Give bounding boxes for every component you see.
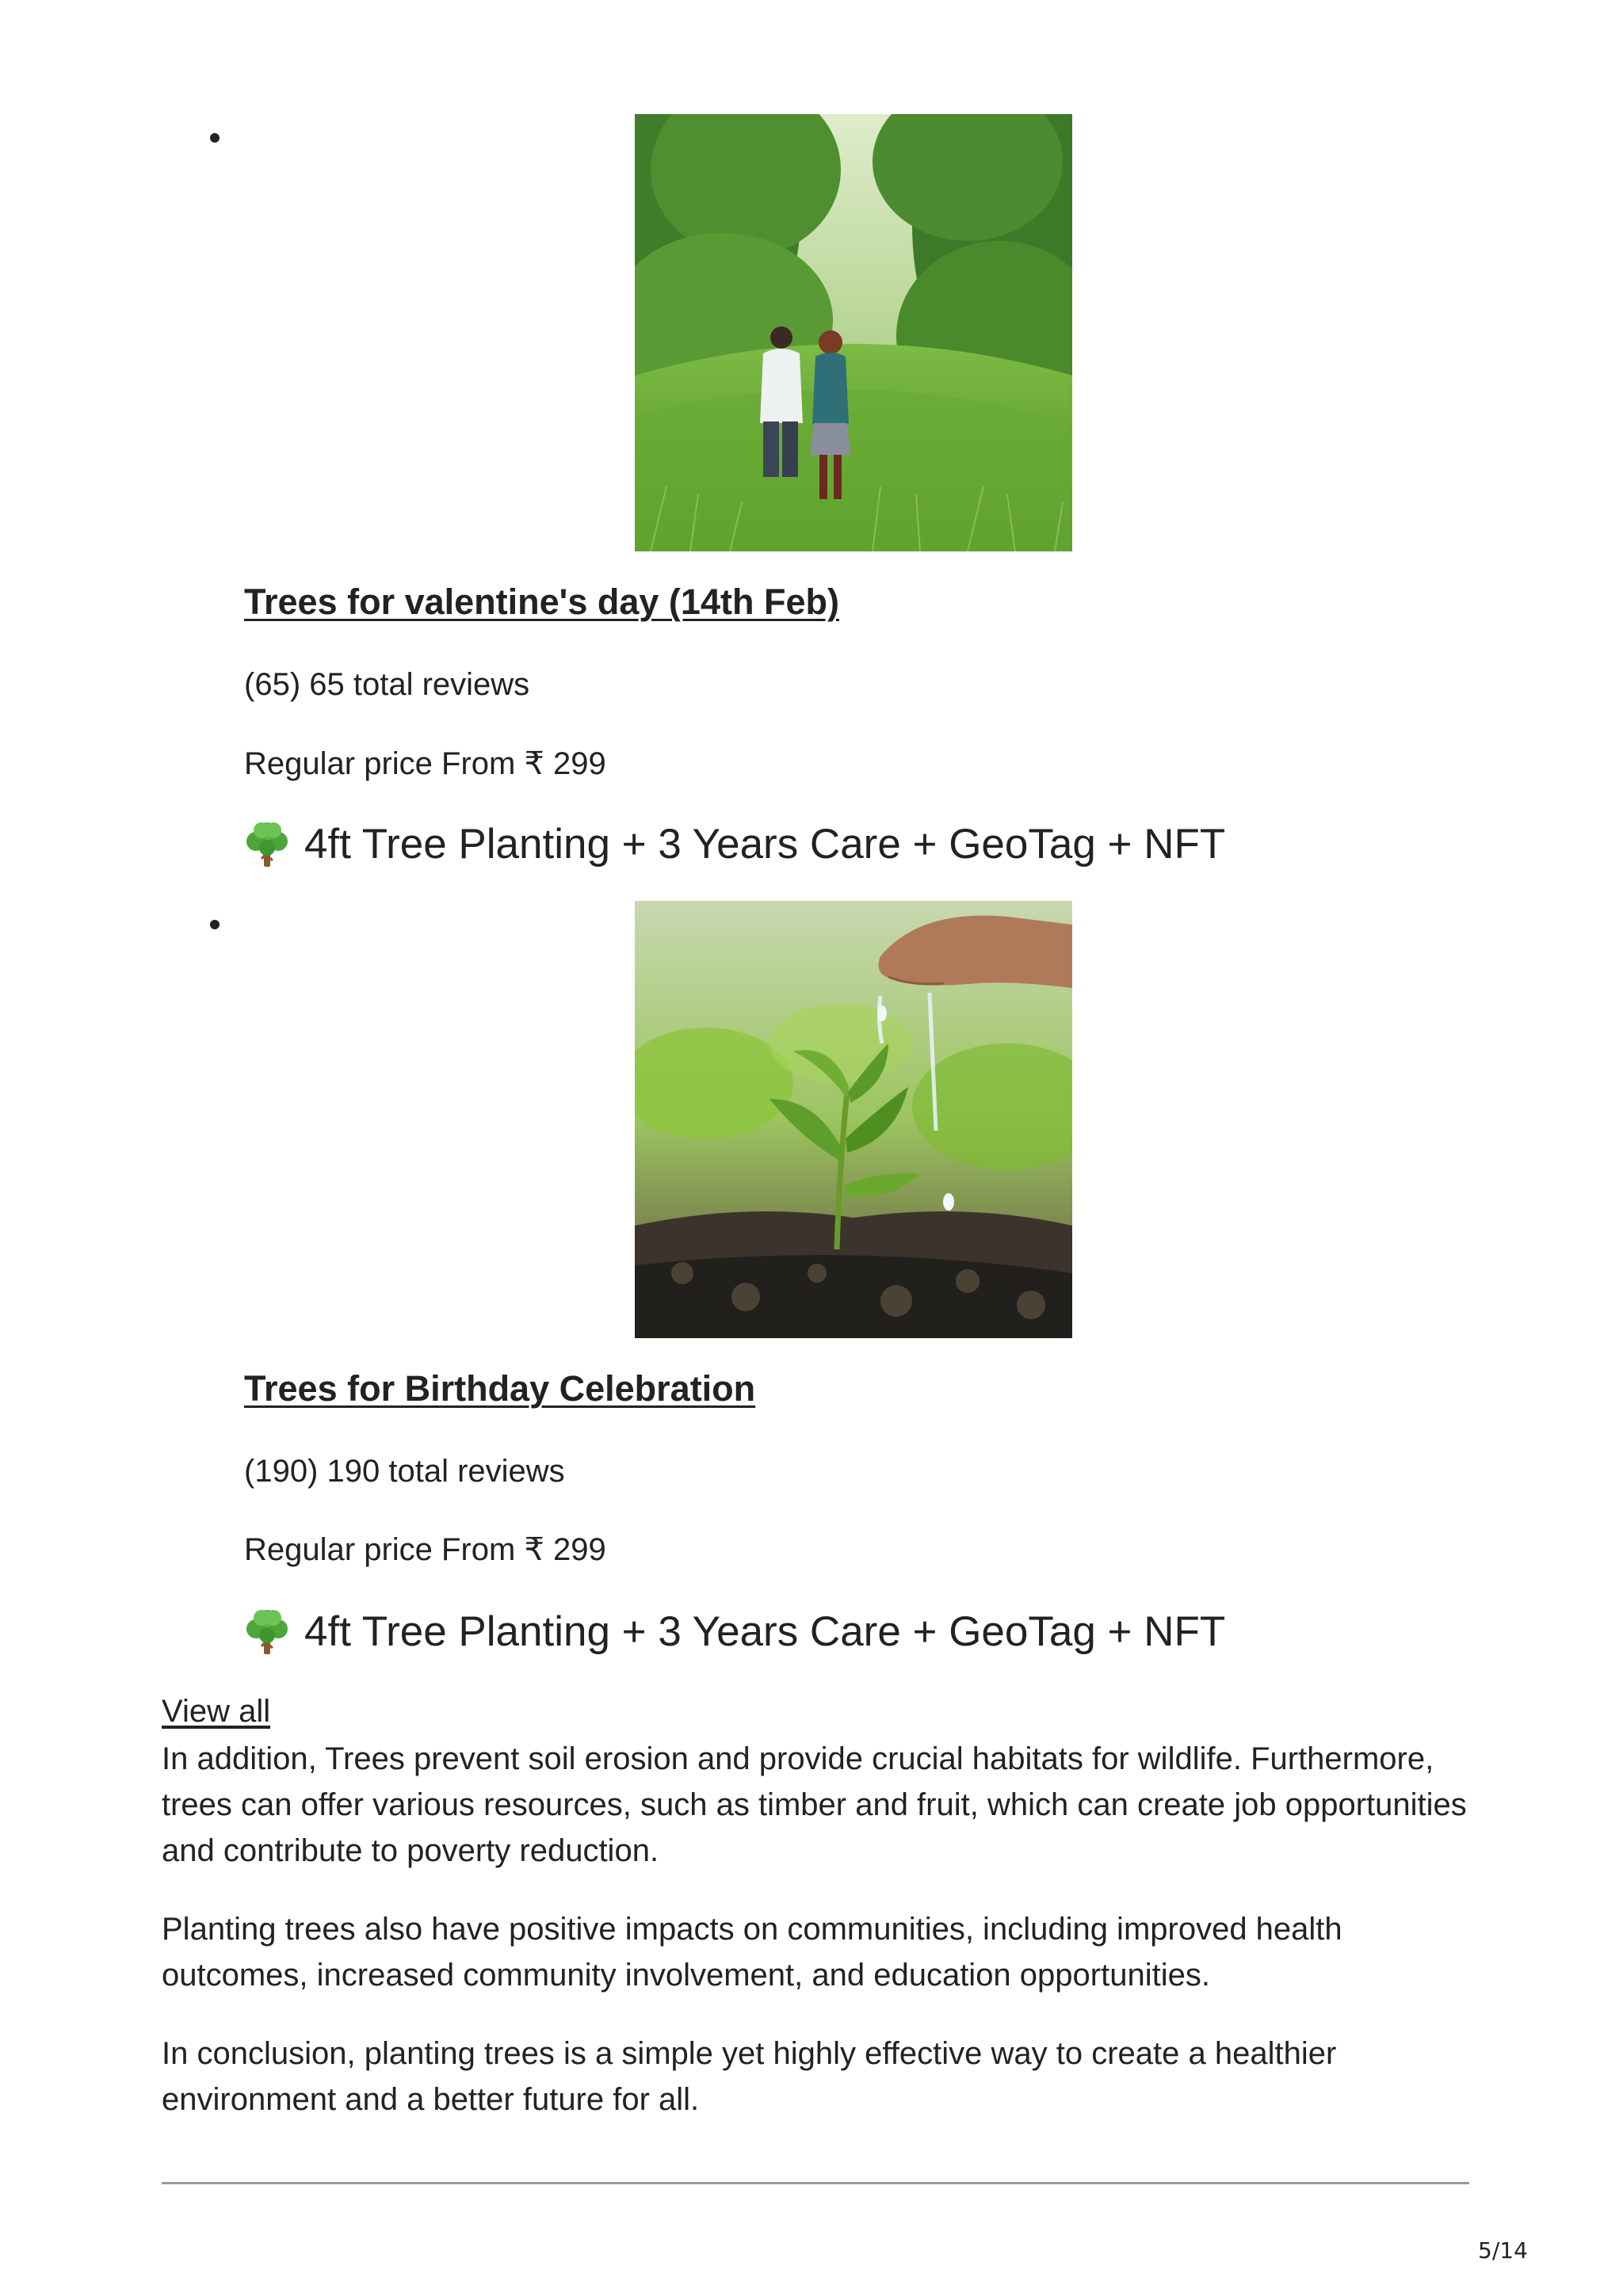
product-feature — [244, 819, 1225, 868]
page-number: 5/14 — [1478, 2237, 1528, 2264]
list-bullet — [210, 920, 220, 929]
product-feature — [244, 1607, 1225, 1656]
list-bullet — [210, 133, 220, 143]
review-count: (65) 65 total reviews — [244, 667, 530, 702]
seedling-watering-photo[interactable] — [635, 901, 1072, 1338]
horizontal-divider — [162, 2182, 1469, 2184]
tree-emoji-icon — [244, 1607, 290, 1656]
feature-text: 4ft Tree Planting + 3 Years Care + GeoTag + NFT — [304, 1608, 1226, 1655]
product-price: Regular price From ₹ 299 — [244, 1532, 606, 1567]
couple-walking-forest-photo[interactable] — [635, 114, 1072, 551]
body-paragraph: In conclusion, planting trees is a simple yet highly effective way to create a healthier environment and a better future for all. — [162, 2036, 1337, 2117]
product-title[interactable]: Trees for valentine's day (14th Feb) — [244, 582, 839, 622]
body-paragraph: Planting trees also have positive impacts on communities, including improved health outcomes, increased community involvement, and education opportunities. — [162, 1912, 1342, 1993]
body-paragraph: In addition, Trees prevent soil erosion and provide crucial habitats for wildlife. Furthermore, trees can offer various resources, such as timber and fruit, which can create job opportunities and contribute to poverty reduction. — [162, 1741, 1467, 1868]
product-price: Regular price From ₹ 299 — [244, 746, 606, 781]
review-count: (190) 190 total reviews — [244, 1454, 565, 1489]
product-title[interactable]: Trees for Birthday Celebration — [244, 1368, 756, 1409]
feature-text: 4ft Tree Planting + 3 Years Care + GeoTag + NFT — [304, 820, 1226, 868]
view-all-link[interactable]: View all — [162, 1694, 271, 1729]
tree-emoji-icon — [244, 819, 290, 868]
